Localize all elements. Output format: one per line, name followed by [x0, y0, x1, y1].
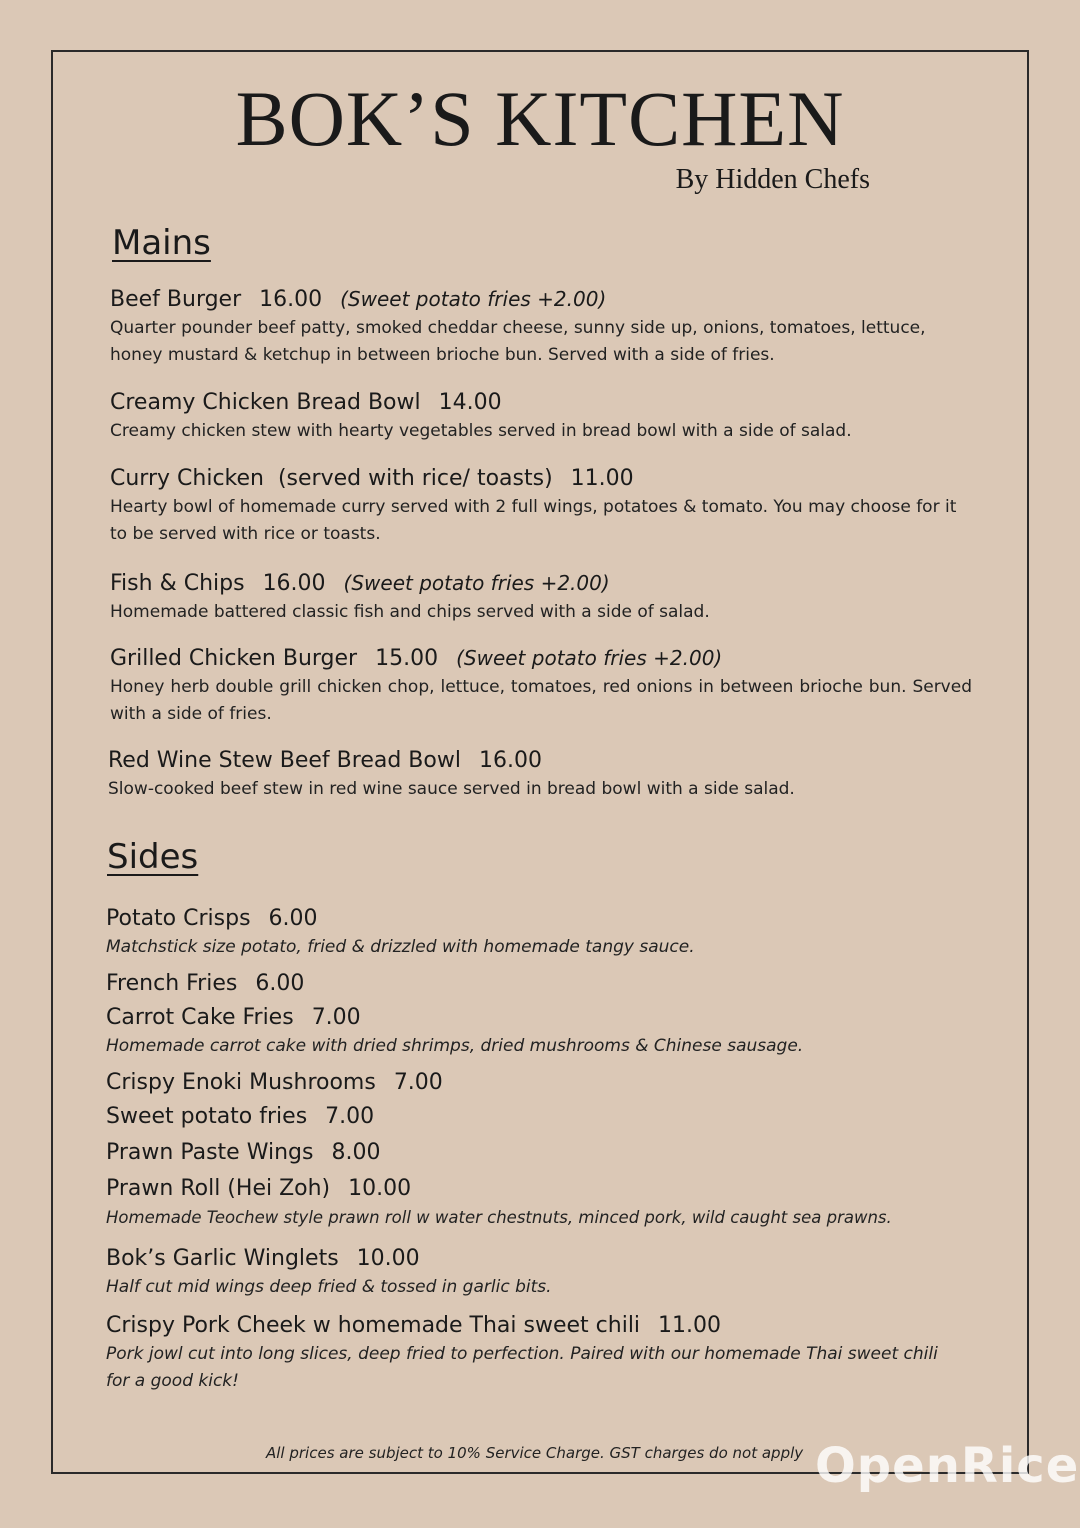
item-name: Beef Burger	[110, 287, 242, 312]
item-name: Creamy Chicken Bread Bowl	[110, 390, 421, 415]
side-item-garlic-winglets	[106, 1244, 968, 1301]
item-description: Half cut mid wings deep fried & tossed in garlic bits.	[106, 1277, 552, 1297]
item-name: Crispy Pork Cheek w homemade Thai sweet chili	[106, 1313, 641, 1338]
item-name: Prawn Paste Wings	[106, 1140, 314, 1165]
side-item-prawn-roll	[106, 1174, 968, 1231]
side-item-crispy-enoki	[106, 1068, 968, 1098]
menu-item-fish-chips	[110, 568, 972, 626]
item-description: Matchstick size potato, fried & drizzled with homemade tangy sauce.	[106, 937, 695, 957]
item-description: Homemade carrot cake with dried shrimps, dried mushrooms & Chinese sausage.	[106, 1036, 804, 1056]
item-description: Homemade Teochew style prawn roll w water chestnuts, minced pork, wild caught sea prawns.	[106, 1208, 892, 1227]
item-name: Sweet potato fries	[106, 1104, 308, 1129]
menu-item-creamy-chicken-bread-bowl	[110, 388, 972, 445]
menu-item-red-wine-stew-beef	[108, 746, 970, 803]
menu-item-curry-chicken	[110, 464, 972, 548]
item-name: Bok’s Garlic Winglets	[106, 1246, 339, 1271]
item-name: Curry Chicken (served with rice/ toasts)	[110, 466, 553, 491]
item-price: 10.00	[348, 1176, 412, 1201]
item-name: Crispy Enoki Mushrooms	[106, 1070, 376, 1095]
mains-heading: Mains	[112, 223, 211, 263]
item-price: 15.00	[375, 646, 439, 671]
item-name: French Fries	[106, 971, 238, 996]
item-price: 7.00	[311, 1005, 361, 1030]
item-extra: (Sweet potato fries +2.00)	[343, 571, 610, 595]
restaurant-title: BOK’S KITCHEN	[235, 75, 845, 162]
item-extra: (Sweet potato fries +2.00)	[456, 646, 723, 670]
side-item-potato-crisps	[106, 904, 968, 961]
item-price: 16.00	[262, 571, 326, 596]
item-name: Potato Crisps	[106, 906, 251, 931]
item-name: Grilled Chicken Burger	[110, 646, 358, 671]
item-description: Slow-cooked beef stew in red wine sauce served in bread bowl with a side salad.	[108, 779, 795, 799]
item-price: 7.00	[325, 1104, 375, 1129]
item-description: Homemade battered classic fish and chips served with a side of salad.	[110, 602, 710, 622]
item-description: Creamy chicken stew with hearty vegetables served in bread bowl with a side of salad.	[110, 421, 852, 441]
restaurant-subtitle: By Hidden Chefs	[675, 164, 870, 195]
item-description: Hearty bowl of homemade curry served with 2 full wings, potatoes & tomato. You may choose for it to be served with rice or toasts.	[110, 497, 957, 544]
item-price: 8.00	[331, 1140, 381, 1165]
item-name: Red Wine Stew Beef Bread Bowl	[108, 748, 461, 773]
side-item-french-fries	[106, 969, 968, 999]
sides-heading: Sides	[107, 837, 199, 877]
item-price: 11.00	[570, 466, 634, 491]
item-extra: (Sweet potato fries +2.00)	[340, 287, 607, 311]
openrice-watermark: OpenRice	[815, 1438, 1080, 1494]
side-item-sweet-potato-fries	[106, 1102, 968, 1132]
menu-item-beef-burger	[110, 284, 972, 369]
item-price: 6.00	[268, 906, 318, 931]
service-charge-note: All prices are subject to 10% Service Charge. GST charges do not apply	[266, 1444, 804, 1462]
item-name: Fish & Chips	[110, 571, 245, 596]
item-price: 10.00	[356, 1246, 420, 1271]
item-name: Carrot Cake Fries	[106, 1005, 294, 1030]
item-price: 11.00	[658, 1313, 722, 1338]
side-item-prawn-paste-wings	[106, 1138, 968, 1168]
side-item-crispy-pork-cheek	[106, 1311, 958, 1395]
item-price: 7.00	[393, 1070, 443, 1095]
side-item-carrot-cake-fries	[106, 1003, 968, 1060]
item-price: 14.00	[438, 390, 502, 415]
item-price: 16.00	[259, 287, 323, 312]
item-description: Pork jowl cut into long slices, deep fried to perfection. Paired with our homemade Thai sweet chili for a good kick!	[106, 1344, 938, 1391]
item-description: Honey herb double grill chicken chop, lettuce, tomatoes, red onions in between brioche bun. Served with a side of fries.	[110, 677, 972, 724]
item-name: Prawn Roll (Hei Zoh)	[106, 1176, 331, 1201]
item-price: 6.00	[255, 971, 305, 996]
item-price: 16.00	[478, 748, 542, 773]
menu-item-grilled-chicken-burger	[110, 643, 972, 728]
item-description: Quarter pounder beef patty, smoked cheddar cheese, sunny side up, onions, tomatoes, lettuce, honey mustard & ketchup in between brioche bun. Served with a side of fries.	[110, 318, 926, 365]
